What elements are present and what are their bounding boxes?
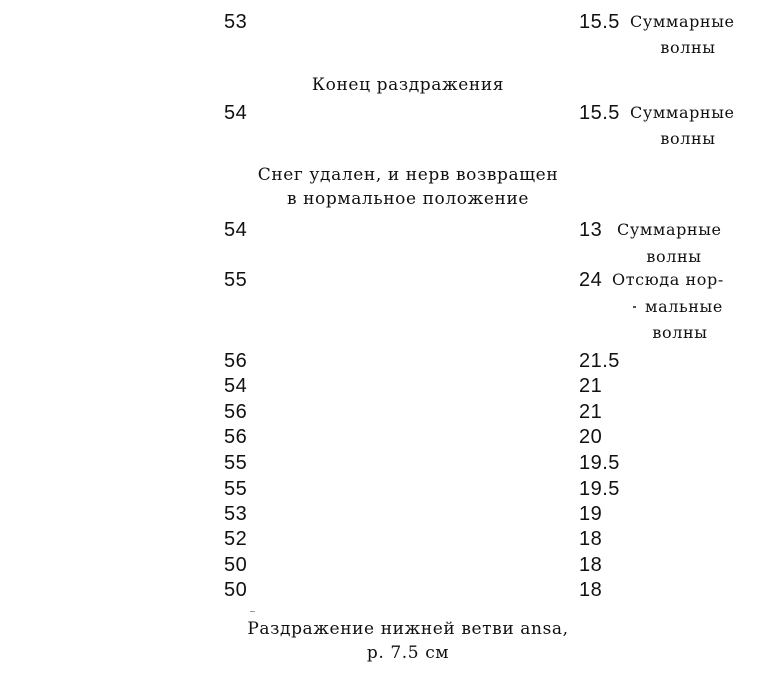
- right-value: 19.5: [579, 452, 620, 474]
- left-value: 56: [224, 426, 248, 448]
- row-note-line1: Суммарные: [630, 103, 735, 122]
- right-value: 15.5: [579, 102, 620, 124]
- row-note-line1: Суммарные: [630, 12, 735, 31]
- left-value: 54: [224, 102, 248, 124]
- right-value: 18: [579, 579, 603, 601]
- right-value: 18: [579, 528, 603, 550]
- right-value: 13: [579, 219, 603, 241]
- left-value: 50: [224, 579, 248, 601]
- right-value: 21.5: [579, 350, 620, 372]
- left-value: 50: [224, 554, 248, 576]
- left-value: 56: [224, 401, 248, 423]
- row-note-line2: волны: [646, 247, 702, 266]
- left-value: 54: [224, 219, 248, 241]
- row-note-line1: Суммарные: [617, 220, 722, 239]
- right-value: 21: [579, 401, 603, 423]
- left-value: 53: [224, 11, 248, 33]
- right-value: 21: [579, 375, 603, 397]
- section-heading-snow-line2: в нормальное положение: [286, 189, 530, 209]
- left-value: 54: [224, 375, 248, 397]
- section-heading-snow-line1: Снег удален, и нерв возвращен: [257, 165, 559, 185]
- right-value: 19.5: [579, 478, 620, 500]
- row-note-line3: волны: [652, 323, 708, 342]
- section-heading-bottom-line2: р. 7.5 см: [366, 643, 450, 663]
- right-value: 24: [579, 269, 603, 291]
- row-note-line2: мальные: [645, 297, 723, 316]
- left-value: 56: [224, 350, 248, 372]
- left-value: 55: [224, 452, 248, 474]
- left-value: 55: [224, 478, 248, 500]
- right-value: 15.5: [579, 11, 620, 33]
- left-value: 52: [224, 528, 248, 550]
- left-value: 55: [224, 269, 248, 291]
- stray-mark: [250, 611, 255, 612]
- row-note-line1: Отсюда нор-: [612, 270, 724, 289]
- right-value: 20: [579, 426, 603, 448]
- row-note-line2: волны: [660, 129, 716, 148]
- section-heading-end-stimulation: Конец раздражения: [311, 75, 505, 95]
- right-value: 19: [579, 503, 603, 525]
- section-heading-bottom-line1: Раздражение нижней ветви ansa,: [247, 619, 569, 639]
- left-value: 53: [224, 503, 248, 525]
- right-value: 18: [579, 554, 603, 576]
- row-note-line2: волны: [660, 38, 716, 57]
